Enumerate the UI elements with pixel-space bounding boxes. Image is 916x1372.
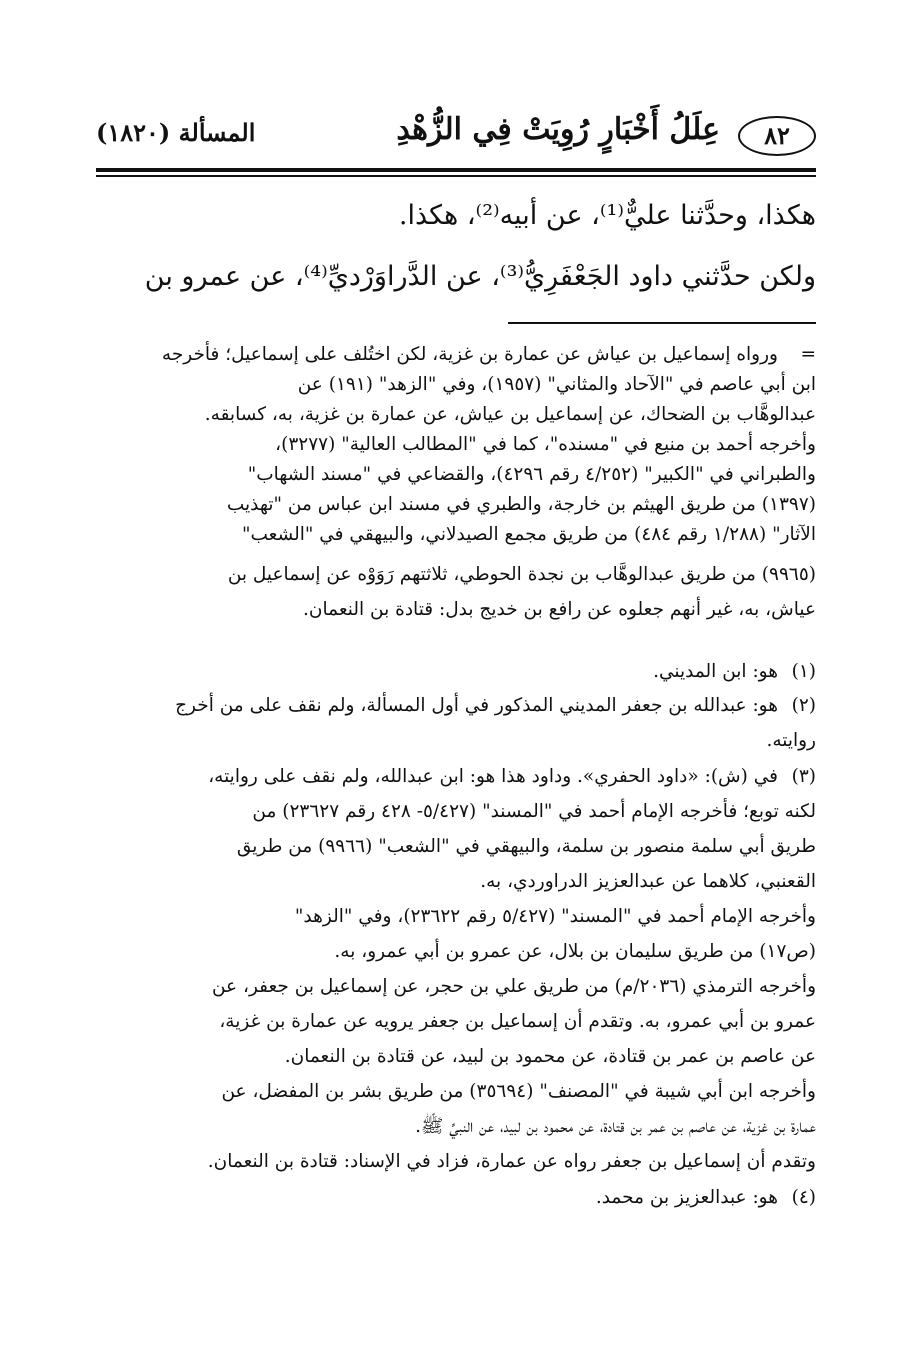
footnote-3-line: عن عاصم بن عمر بن قتادة، عن محمود بن لبيد، عن قتادة بن النعمان. — [284, 1046, 816, 1067]
footnote-cont-mark: = — [800, 344, 816, 365]
header-rule-thick — [96, 168, 816, 172]
footnote-3-line: وأخرجه الإمام أحمد في "المسند" (٥/٤٢٧ رقم ٢٣٦٢٢)، وفي "الزهد" — [294, 906, 816, 927]
footnote-1: (١)هو: ابن المديني. — [96, 657, 816, 687]
footnote-4: (٤)هو: عبدالعزيز بن محمد. — [96, 1183, 816, 1213]
footnote-2: (٢)هو: عبدالله بن جعفر المديني المذكور في أول المسألة، ولم نقف على من أخرج — [96, 691, 816, 721]
main-text-line-1: هكذا، وحدَّثنا عليٌّ⁽¹⁾، عن أبيه⁽²⁾، هكذا. — [398, 200, 816, 231]
footnote-2-line: روايته. — [766, 730, 816, 751]
issue-label: المسألة (١٨٢٠) — [96, 118, 256, 147]
footnote-3-mark: (٣) — [791, 766, 816, 787]
footnote-cont-line: =ورواه إسماعيل بن عياش عن عمارة بن غزية، لكن اختُلف على إسماعيل؛ فأخرجه — [96, 340, 816, 370]
footnote-cont-line: (١٣٩٧) من طريق الهيثم بن خارجة، والطبري في مسند ابن عباس من "تهذيب — [226, 494, 816, 515]
footnote-cont-line: عبدالوهَّاب بن الضحاك، عن إسماعيل بن عياش، عن عمارة بن غزية، به، كسابقه. — [204, 404, 816, 425]
page-number: ٨٢ — [738, 116, 816, 156]
footnote-3-line: وأخرجه ابن أبي شيبة في "المصنف" (٣٥٦٩٤) من طريق بشر بن المفضل، عن — [221, 1081, 816, 1102]
footnote-cont-line: الآثار" (١/٢٨٨ رقم ٤٨٤) من طريق مجمع الصيدلاني، والبيهقي في "الشعب" — [241, 524, 816, 545]
footnote-3-line: عمارة بن غزية، عن عاصم بن عمر بن قتادة، عن محمود بن لبيد، عن النبيِّ ﷺ. — [415, 1116, 816, 1137]
footnote-cont-line: ابن أبي عاصم في "الآحاد والمثاني" (١٩٥٧)، وفي "الزهد" (١٩١) عن — [297, 374, 816, 395]
footnote-3-line: طريق أبي سلمة منصور بن سلمة، والبيهقي في "الشعب" (٩٩٦٦) من طريق — [236, 836, 816, 857]
page-header — [96, 112, 816, 170]
footnote-3-line: وتقدم أن إسماعيل بن جعفر رواه عن عمارة، فزاد في الإسناد: قتادة بن النعمان. — [207, 1151, 816, 1172]
footnote-cont-line: عياش، به، غير أنهم جعلوه عن رافع بن خديج بدل: قتادة بن النعمان. — [303, 599, 816, 620]
footnote-3-line: لكنه توبع؛ فأخرجه الإمام أحمد في "المسند" (٥/٤٢٧- ٤٢٨ رقم ٢٣٦٢٧) من — [252, 801, 816, 822]
footnote-2-mark: (٢) — [791, 695, 816, 716]
main-text-line-2: ولكن حدَّثني داود الجَعْفَرِيُّ⁽³⁾، عن الدَّراوَرْديِّ⁽⁴⁾، عن عمرو بن — [144, 261, 816, 292]
footnote-3-line: وأخرجه الترمذي (٢٠٣٦/م) من طريق علي بن حجر، عن إسماعيل بن جعفر، عن — [211, 976, 816, 997]
footnote-3-line: (ص١٧) من طريق سليمان بن بلال، عن عمرو بن أبي عمرو، به. — [334, 941, 816, 962]
footnote-3: (٣)في (ش): «داود الحفري». وداود هذا هو: ابن عبدالله، ولم نقف على روايته، — [96, 762, 816, 792]
footnote-cont-line: والطبراني في "الكبير" (٤/٢٥٢ رقم ٤٢٩٦)، والقضاعي في "مسند الشهاب" — [247, 464, 816, 485]
footnote-3-line: عمرو بن أبي عمرو، به. وتقدم أن إسماعيل بن جعفر يرويه عن عمارة بن غزية، — [219, 1011, 816, 1032]
book-title: عِلَلُ أَخْبَارٍ رُوِيَتْ فِي الزُّهْدِ — [396, 112, 720, 147]
footnote-separator — [508, 322, 816, 324]
footnote-cont-line: وأخرجه أحمد بن منيع في "مسنده"، كما في "المطالب العالية" (٣٢٧٧)، — [275, 434, 816, 455]
footnote-4-mark: (٤) — [791, 1187, 816, 1208]
header-rule-thin — [96, 175, 816, 177]
footnote-3-line: القعنبي، كلاهما عن عبدالعزيز الدراوردي، به. — [480, 871, 816, 892]
footnote-cont-line: (٩٩٦٥) من طريق عبدالوهَّاب بن نجدة الحوطي، ثلاثتهم رَوَوْه عن إسماعيل بن — [227, 564, 816, 585]
footnote-1-mark: (١) — [791, 661, 816, 682]
